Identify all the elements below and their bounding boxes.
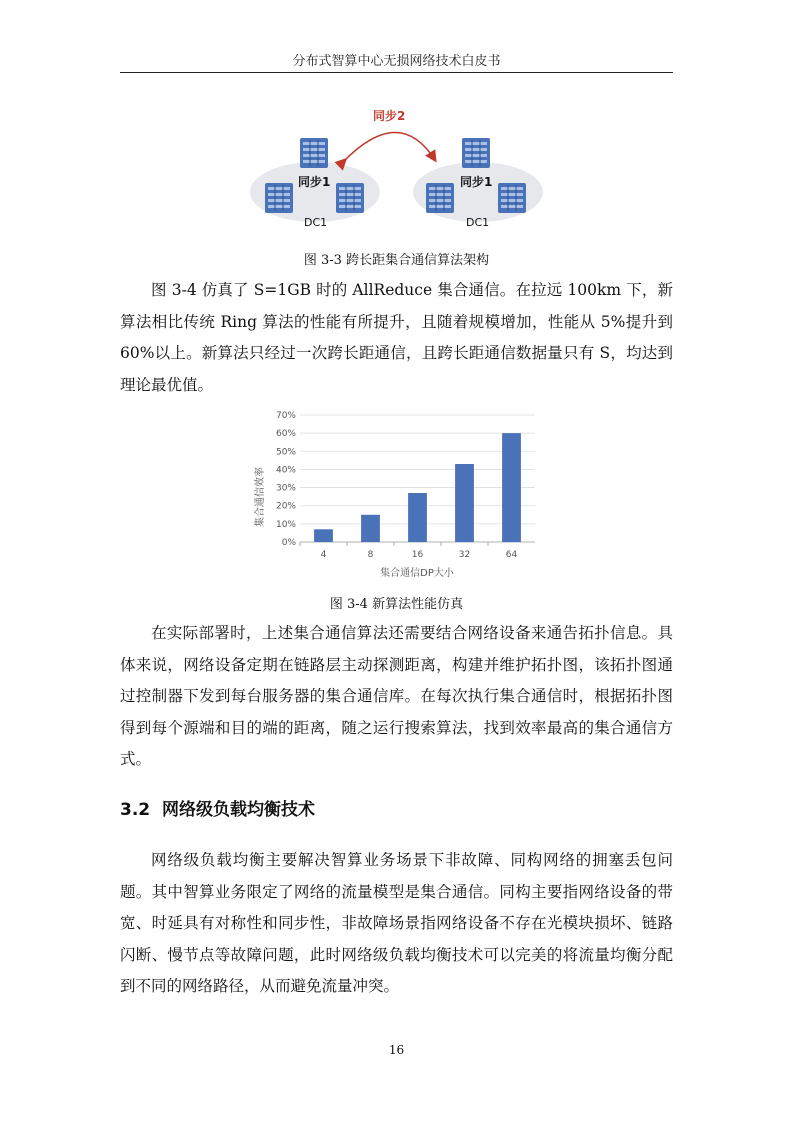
chart-x-tick-label: 32 [458,550,471,560]
chart-x-axis-label: 集合通信DP大小 [380,568,454,579]
chart-x-tick-label: 16 [411,550,424,560]
section-title: 网络级负载均衡技术 [162,800,315,820]
chart-y-tick-label: 70% [275,411,296,421]
chart-bar [314,529,333,542]
page-number: 16 [388,1043,405,1057]
server-icon [300,138,328,168]
left-sync1-label: 同步1 [298,175,331,189]
paragraph-deployment: 在实际部署时，上述集合通信算法还需要结合网络设备来通告拓扑信息。具体来说，网络设备定期在链路层主动探测距离，构建并维护拓扑图，该拓扑图通过控制器下发到每台服务器的集合通信库。在每次执行集合通信时，根据拓扑图得到每个源端和目的端的距离，随之运行搜索算法，找到效率最高的集合通信方式。 [120,624,673,768]
chart-bar [361,515,380,542]
chart-bar [502,433,521,542]
figure-caption-3-4: 图 3-4 新算法性能仿真 [329,597,464,612]
chart-bar [455,464,474,542]
chart-y-tick-label: 20% [275,501,296,512]
chart-x-tick-label: 4 [320,550,327,560]
server-icon [336,183,364,213]
header-divider [120,72,673,73]
server-icon [462,138,490,168]
chart-y-tick-label: 60% [275,429,296,440]
chart-y-tick-label: 50% [275,447,296,458]
section-heading [120,795,315,820]
sync2-arrow [345,133,435,161]
left-dc-label: DC1 [304,216,328,229]
chart-y-tick-label: 10% [275,519,296,530]
right-dc-label: DC1 [466,216,490,229]
bar-chart [250,405,550,585]
page-header: 分布式智算中心无损网络技术白皮书 [292,54,501,69]
figure-caption-3-3: 图 3-3 跨长距集合通信算法架构 [303,253,490,268]
figure-architecture [240,100,560,240]
server-icon [498,183,526,213]
server-icon [265,183,293,213]
right-sync1-label: 同步1 [460,175,493,189]
chart-y-tick-label: 0% [281,538,296,548]
section-number: 3.2 [120,800,151,820]
server-icon [426,183,454,213]
paragraph-load-balancing: 网络级负载均衡主要解决智算业务场景下非故障、同构网络的拥塞丢包问题。其中智算业务限定了网络的流量模型是集合通信。同构主要指网络设备的带宽、时延具有对称性和同步性，非故障场景指网络设备不存在光模块损坏、链路闪断、慢节点等故障问题，此时网络级负载均衡技术可以完美的将流量均衡分配到不同的网络路径，从而避免流量冲突。 [120,851,673,995]
chart-y-axis-label: 集合通信效率 [255,467,266,527]
chart-x-tick-label: 64 [505,550,518,560]
chart-x-tick-label: 8 [367,550,374,560]
chart-bar [408,493,427,542]
chart-y-tick-label: 40% [275,465,296,476]
sync2-label: 同步2 [373,109,406,123]
paragraph-simulation: 图 3-4 仿真了 S=1GB 时的 AllReduce 集合通信。在拉远 100km 下，新算法相比传统 Ring 算法的性能有所提升，且随着规模增加，性能从 5%提升到 60%以上。新算法只经过一次跨长距通信，且跨长距通信数据量只有 S，均达到理论最优值。 [120,281,673,394]
chart-y-tick-label: 30% [275,483,296,494]
